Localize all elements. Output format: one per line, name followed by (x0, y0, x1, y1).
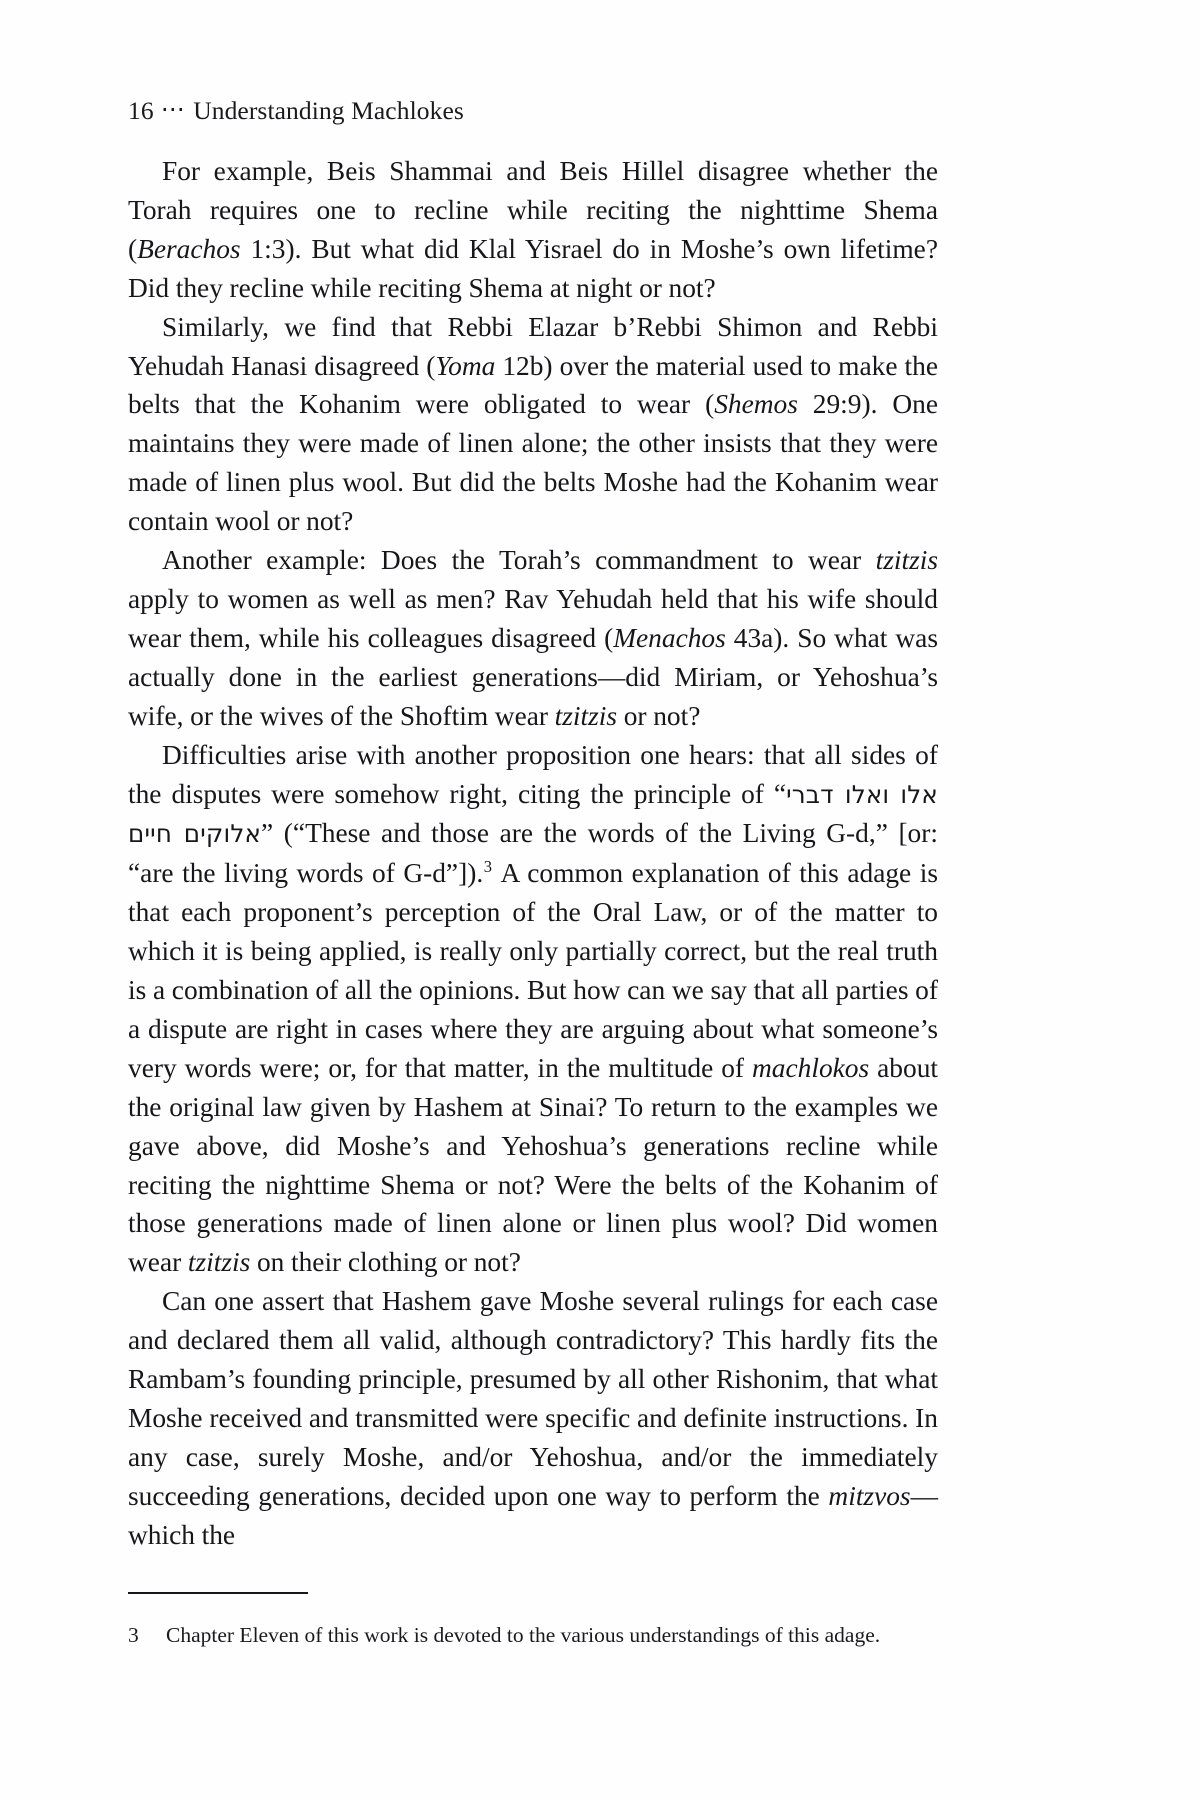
para-kohanim-belts (128, 308, 938, 541)
text-run: Similarly, we find that Rebbi Elazar b’Rebbi Shimon and Rebbi Yehudah Hanasi disagreed ( (128, 311, 938, 381)
italic-term: tzitzis (187, 1247, 251, 1278)
text-run: Difficulties arise with another proposition one hears: that all sides of the disputes were somehow right, citing the principle of “ (128, 739, 938, 809)
italic-term: Menachos (613, 622, 726, 653)
para-eilu-veeilu (128, 736, 938, 1283)
para-beis-shammai (128, 152, 938, 308)
text-run: Can one assert that Hashem gave Moshe several rulings for each case and declared them all valid, although contradictory? This hardly fits the Rambam’s founding principle, presumed by all other Rishonim, that what Moshe received and transmitted were specific and definite instructions. In any case, surely Moshe, and/or Yehoshua, and/or the immediately succeeding generations, decided upon one way to perform the (128, 1286, 938, 1511)
italic-term: Yoma (435, 350, 496, 381)
text-run: 29:9). One maintains they were made of linen alone; the other insists that they were made of linen plus wool. But did the belts Moshe had the Kohanim wear contain wool or not? (128, 389, 938, 537)
text-run: 12b) over the material used to make the belts that the Kohanim were obligated to wear ( (128, 350, 938, 420)
running-head-separator: ⋯ (160, 97, 188, 123)
running-head-title: Understanding Machlokes (193, 96, 464, 125)
italic-term: tzitzis (875, 545, 938, 576)
para-rambam-principle (128, 1282, 938, 1554)
text-run: about the original law given by Hashem at Sinai? To return to the examples we gave above, did Moshe’s and Yehoshua’s generations recline while reciting the nighttime Shema or not? Were the belts of the Kohanim of those generations made of linen alone or linen plus wool? Did women wear (128, 1052, 938, 1278)
running-head (128, 96, 938, 126)
footnote-separator-rule (128, 1592, 308, 1594)
italic-term: tzitzis (554, 700, 618, 731)
footnote-reference-marker[interactable]: 3 (483, 857, 492, 877)
text-run: 43a). So what was actually done in the earliest generations—did Miriam, or Yehoshua’s wife, or the wives of the Shoftim wear (128, 622, 938, 731)
text-run: ” (“These and those are the words of the Living G-d,” [or: “are the living words of G-d”]). (128, 818, 938, 889)
footnote-list (128, 1620, 938, 1650)
text-run: or not? (617, 700, 701, 731)
text-run: For example, Beis Shammai and Beis Hillel disagree whether the Torah requires one to recline while reciting the nighttime Shema ( (128, 156, 938, 264)
text-run: 1:3). But what did Klal Yisrael do in Moshe’s own lifetime? Did they recline while reciting Shema at night or not? (128, 233, 938, 303)
footnote-text: Chapter Eleven of this work is devoted to the various understandings of this adage. (166, 1623, 881, 1648)
text-run: apply to women as well as men? Rav Yehudah held that his wife should wear them, while his colleagues disagreed ( (128, 583, 938, 653)
hebrew-quote: אלו ואלו דברי אלוקים חיים (128, 779, 938, 849)
text-run: Another example: Does the Torah’s commandment to wear (162, 545, 876, 576)
italic-term: mitzvos (828, 1480, 911, 1511)
text-run: on their clothing or not? (250, 1247, 521, 1278)
footnote-item (128, 1620, 938, 1650)
footnote-number: 3 (128, 1623, 139, 1648)
italic-term: Shemos (714, 389, 798, 420)
footnote-zone (128, 1592, 938, 1650)
text-run: —which the (128, 1480, 938, 1550)
para-tzitzis (128, 541, 938, 736)
page-number: 16 (128, 96, 154, 125)
italic-term: Berachos (137, 233, 241, 264)
body-text-column (128, 152, 938, 1555)
text-run: A common explanation of this adage is that each proponent’s perception of the Oral Law, or of the matter to which it is being applied, is really only partially correct, but the real truth is a combination of all the opinions. But how can we say that all parties of a dispute are right in cases where they are arguing about what someone’s very words were; or, for that matter, in the multitude of (128, 858, 938, 1083)
italic-term: machlokos (752, 1052, 870, 1083)
